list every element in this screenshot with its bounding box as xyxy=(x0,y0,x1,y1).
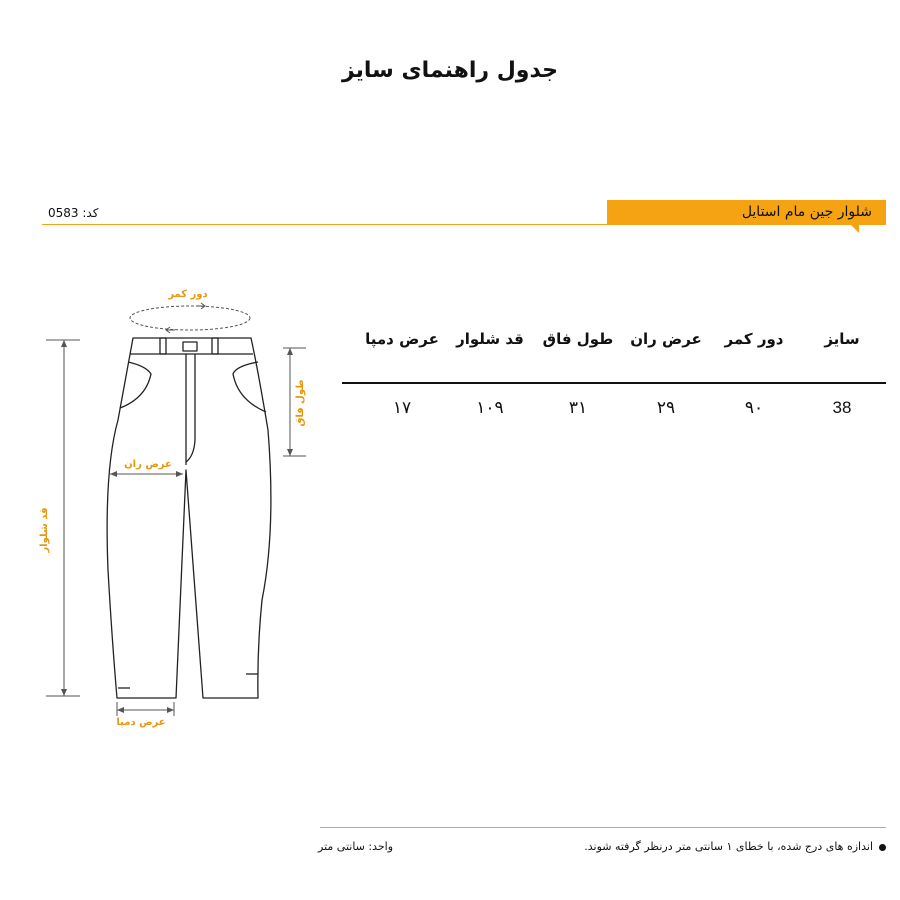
hem-arrow-left xyxy=(117,707,124,713)
footer-note xyxy=(584,840,886,853)
size-table xyxy=(342,330,886,438)
belt-loop-left xyxy=(160,338,166,354)
belt-loop-right xyxy=(212,338,218,354)
waist-button xyxy=(183,342,197,351)
thigh-arrow-left xyxy=(110,471,117,477)
footer-rule xyxy=(320,827,886,828)
length-label: قد شلوار xyxy=(39,507,50,553)
table-header-divider xyxy=(342,382,886,384)
bullet-icon xyxy=(879,844,886,851)
product-name-bar xyxy=(607,200,886,225)
product-code-label: کد: xyxy=(82,206,99,220)
table-cell: ۲۹ xyxy=(656,398,676,418)
length-measure-line xyxy=(46,340,80,696)
table-cell: 38 xyxy=(832,398,852,417)
waist-arrow-bottom xyxy=(166,327,175,333)
table-cell: ۱۷ xyxy=(392,398,412,418)
waist-measure-ellipse xyxy=(130,306,250,330)
table-header-row xyxy=(342,330,886,370)
header-cell: قد شلوار xyxy=(456,330,524,348)
length-arrow-top xyxy=(61,340,67,347)
page-title: جدول راهنمای سایز xyxy=(341,58,559,83)
table-cell: ۱۰۹ xyxy=(476,398,504,418)
product-code-value: 0583 xyxy=(48,206,79,220)
rise-arrow-bottom xyxy=(287,449,293,456)
product-bar-tab xyxy=(850,224,859,233)
hem-arrow-right xyxy=(167,707,174,713)
table-row xyxy=(342,398,886,438)
pants-outline xyxy=(107,338,271,698)
header-cell: عرض دمپا xyxy=(365,330,439,348)
footer-note-text: اندازه های درج شده، با خطای ۱ سانتی متر درنظر گرفته شوند. xyxy=(584,840,873,853)
unit-label: واحد: سانتی متر xyxy=(318,840,394,853)
table-cell: ۹۰ xyxy=(744,398,764,418)
header-cell: طول فاق xyxy=(542,330,614,348)
header-cell: عرض ران xyxy=(630,330,702,348)
header-rule xyxy=(42,224,607,225)
fly-stitch xyxy=(186,354,195,462)
waist-arrow-top xyxy=(196,303,205,309)
pants-diagram xyxy=(0,270,340,740)
product-name: شلوار جین مام استایل xyxy=(741,204,872,220)
hem-label: عرض دمپا xyxy=(116,717,166,728)
product-code xyxy=(48,206,98,220)
header-cell: سایز xyxy=(824,330,860,348)
table-cell: ۳۱ xyxy=(568,398,588,418)
rise-arrow-top xyxy=(287,348,293,355)
thigh-label: عرض ران xyxy=(124,459,172,470)
header-cell: دور کمر xyxy=(724,330,784,348)
rise-label: طول فاق xyxy=(295,379,306,427)
thigh-arrow-right xyxy=(176,471,183,477)
waist-label: دور کمر xyxy=(168,289,208,300)
length-arrow-bottom xyxy=(61,689,67,696)
hem-measure-line xyxy=(117,702,174,716)
